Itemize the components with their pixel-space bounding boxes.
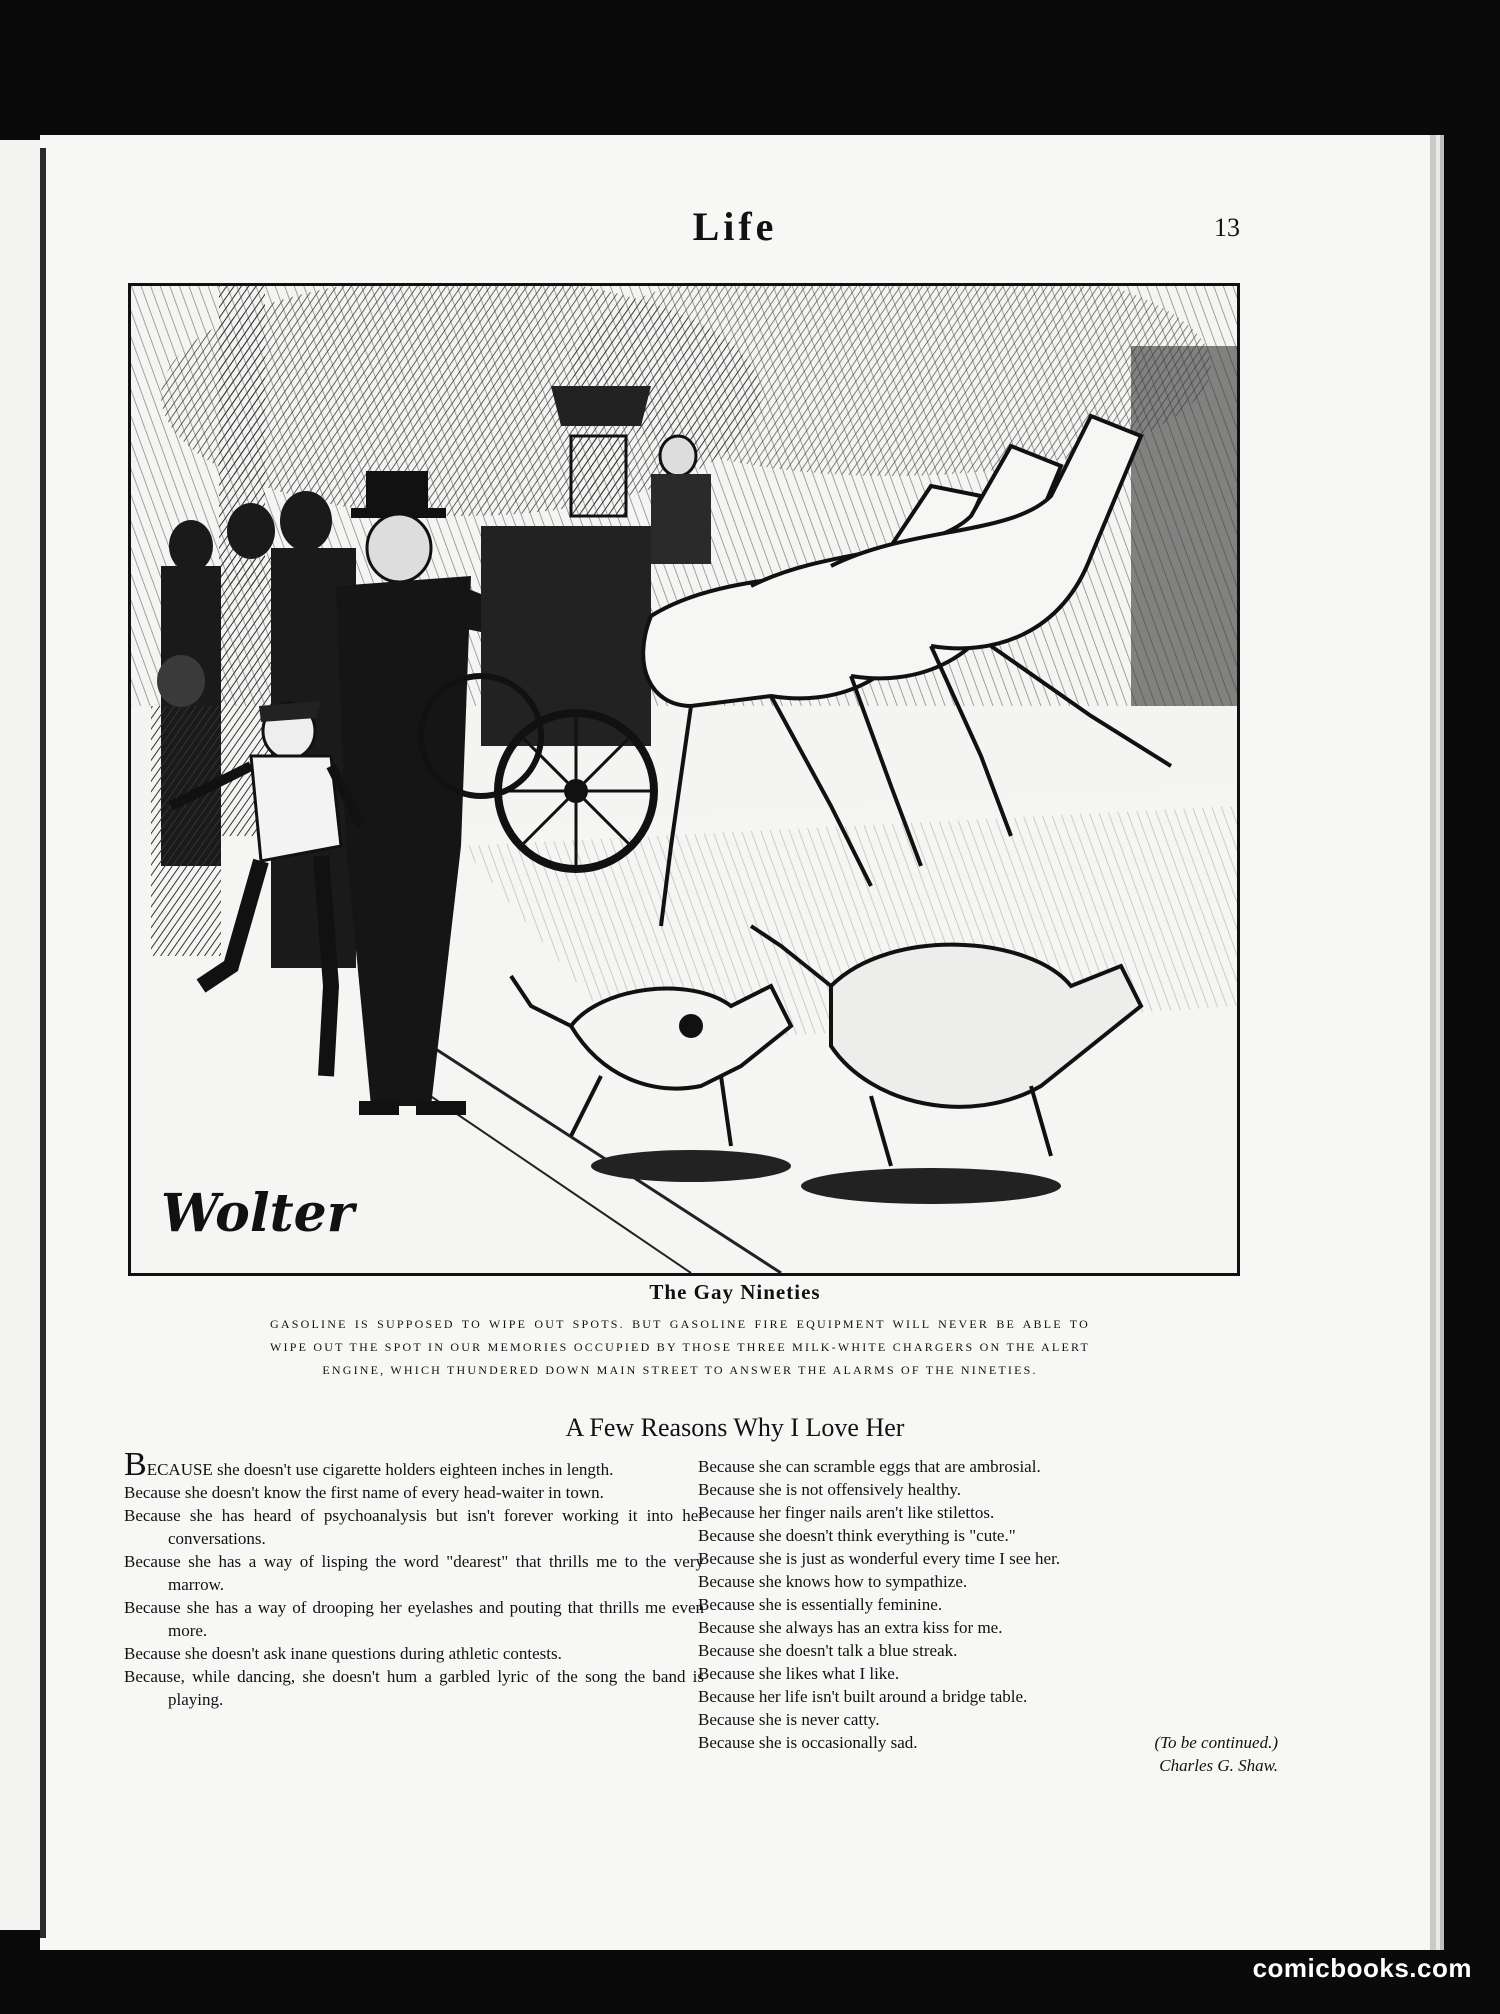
reason-item: Because her life isn't built around a bridge table. bbox=[698, 1687, 1028, 1706]
caption-title: The Gay Nineties bbox=[649, 1280, 821, 1304]
continued-note: (To be continued.) bbox=[1154, 1733, 1278, 1752]
reason-item: Because, while dancing, she doesn't hum a garbled lyric of the song the band is playing. bbox=[124, 1667, 704, 1709]
magazine-page bbox=[40, 135, 1430, 1950]
reason-item: Because she doesn't ask inane questions during athletic contests. bbox=[124, 1644, 562, 1663]
reason-item: Because she knows how to sympathize. bbox=[698, 1572, 968, 1591]
reason-text: Because she is occasionally sad. bbox=[698, 1733, 918, 1752]
reason-item: Because her finger nails aren't like stilettos. bbox=[698, 1503, 995, 1522]
reason-item: BECAUSE she doesn't use cigarette holders eighteen inches in length. bbox=[124, 1446, 614, 1483]
reason-item: Because she likes what I like. bbox=[698, 1664, 900, 1683]
reason-item: Because she is not offensively healthy. bbox=[698, 1480, 961, 1499]
reason-item: Because she is just as wonderful every time I see her. bbox=[698, 1549, 1061, 1568]
article-title: A Few Reasons Why I Love Her bbox=[565, 1413, 905, 1442]
reason-item: Because she has a way of drooping her eyelashes and pouting that thrills me even more. bbox=[124, 1598, 704, 1640]
fire-engine-drawing bbox=[131, 286, 1237, 1273]
reason-item: Because she has a way of lisping the word "dearest" that thrills me to the very marrow. bbox=[124, 1552, 704, 1594]
reason-item: Because she is never catty. bbox=[698, 1710, 880, 1729]
reason-item: Because she always has an extra kiss for me. bbox=[698, 1618, 1003, 1637]
author-byline: Charles G. Shaw. bbox=[1159, 1756, 1278, 1775]
drop-cap: B bbox=[124, 1446, 147, 1483]
masthead: Life bbox=[692, 204, 778, 249]
binding-spine bbox=[40, 148, 46, 1938]
article-left-column bbox=[124, 1446, 704, 1711]
reason-item: Because she can scramble eggs that are ambrosial. bbox=[698, 1457, 1041, 1476]
watermark: comicbooks.com bbox=[1252, 1953, 1472, 1983]
reason-item: Because she is essentially feminine. bbox=[698, 1595, 943, 1614]
page-number: 13 bbox=[1214, 213, 1240, 242]
reason-item: Because she doesn't talk a blue streak. bbox=[698, 1641, 958, 1660]
reason-item-last bbox=[698, 1731, 1278, 1754]
illustration bbox=[128, 283, 1240, 1276]
reason-item: Because she doesn't think everything is "cute." bbox=[698, 1526, 1016, 1545]
reason-item: Because she doesn't know the first name of every head-waiter in town. bbox=[124, 1483, 604, 1502]
article-right-column bbox=[698, 1455, 1278, 1777]
reason-item: Because she has heard of psychoanalysis but isn't forever working it into her conversations. bbox=[124, 1506, 704, 1548]
artist-signature: Wolter bbox=[161, 1183, 355, 1244]
caption-text: GASOLINE IS SUPPOSED TO WIPE OUT SPOTS. BUT GASOLINE FIRE EQUIPMENT WILL NEVER BE ABLE TO WIPE OUT THE SPOT IN OUR MEMORIES OCCUPIED BY THOSE THREE MILK-WHITE CHARGERS ON THE ALERT ENGINE, WHICH THUNDERED DOWN MAIN STREET TO ANSWER THE ALARMS OF THE NINETIES. bbox=[270, 1317, 1090, 1377]
